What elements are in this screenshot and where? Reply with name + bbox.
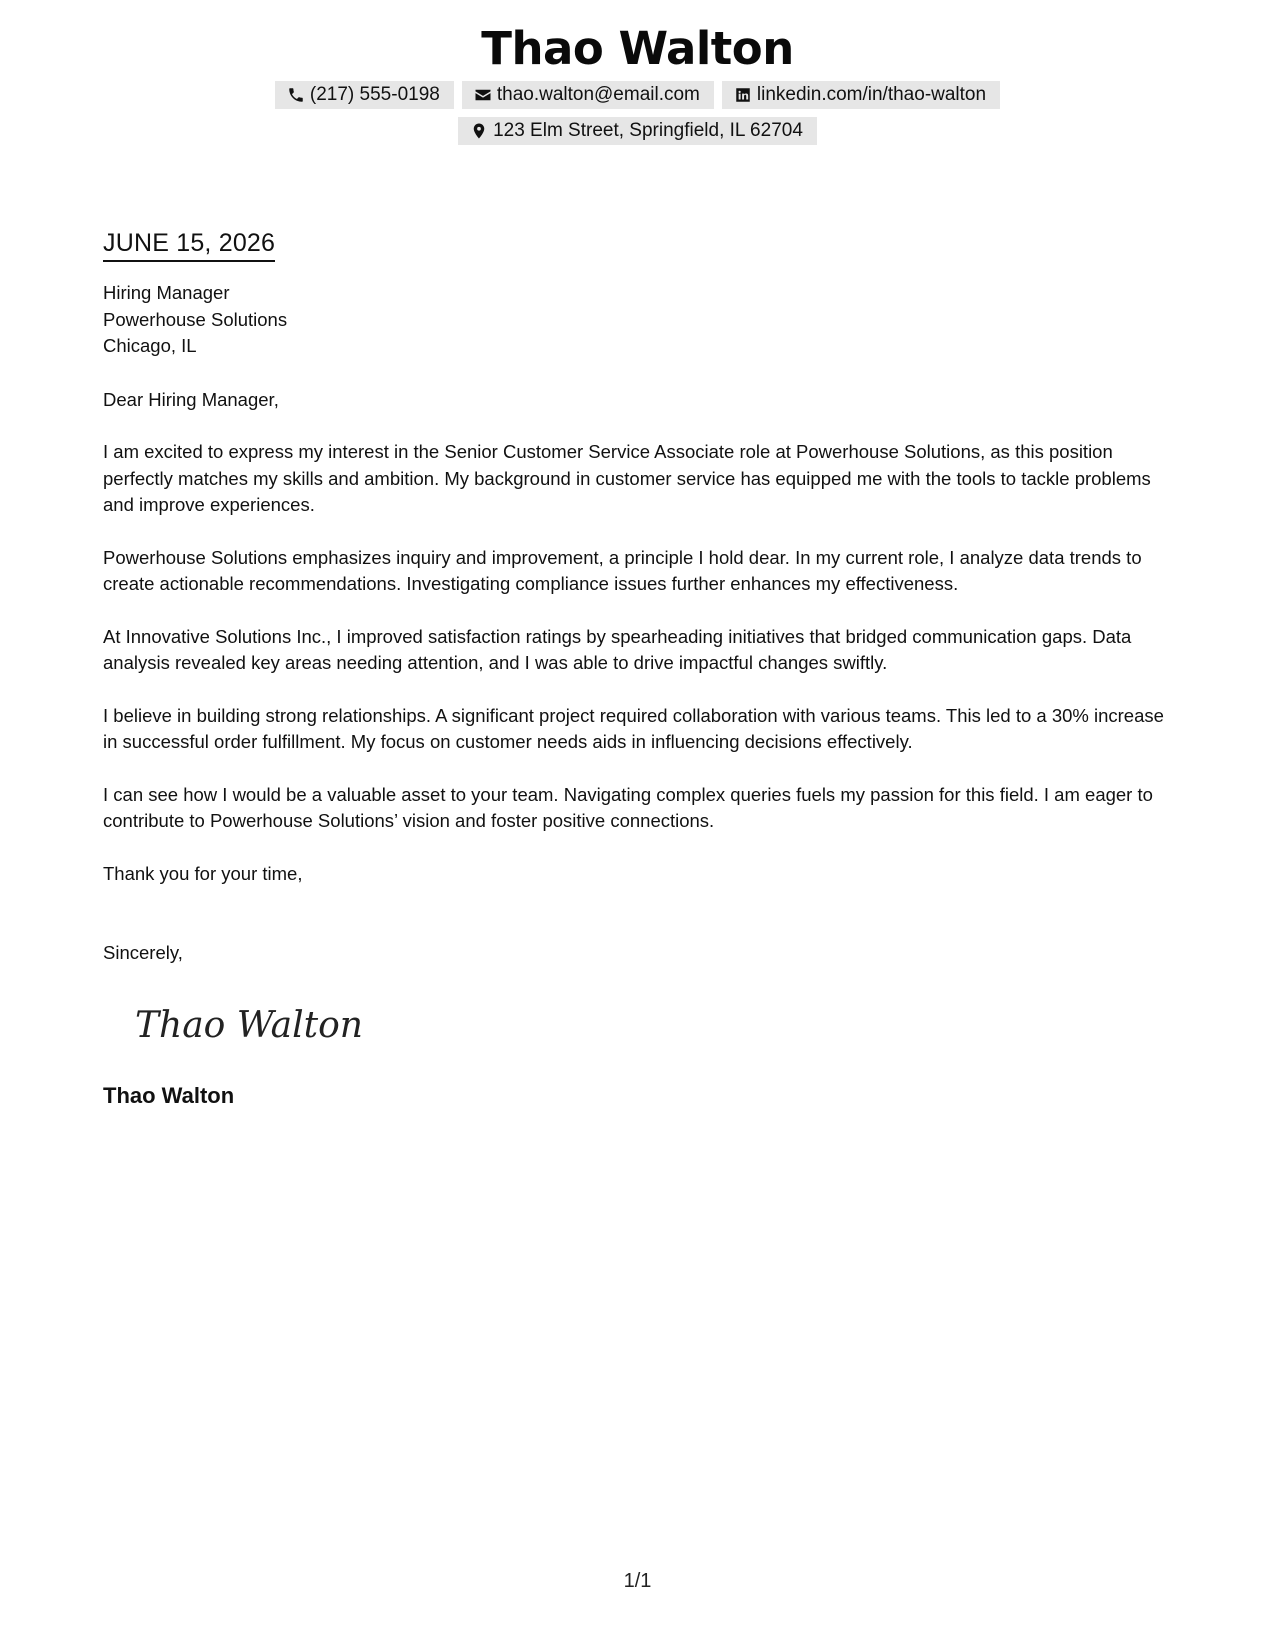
- header: [0, 20, 1275, 145]
- recipient-title: Hiring Manager: [103, 282, 230, 303]
- signer-name: Thao Walton: [103, 1083, 235, 1108]
- body-paragraph-1: I am excited to express my interest in the Senior Customer Service Associate role at Powerhouse Solutions, as this position perfectly matches my skills and ambition. My background in customer service has equipped me with the tools to tackle problems and improve experiences.: [103, 441, 1151, 515]
- body-paragraph-5: I can see how I would be a valuable asset to your team. Navigating complex queries fuels my passion for this field. I am eager to contribute to Powerhouse Solutions’ vision and foster positive connections.: [103, 783, 1153, 831]
- address-chip: [458, 117, 817, 145]
- page-number: 1/1: [623, 1570, 652, 1592]
- recipient-location: Chicago, IL: [103, 335, 197, 356]
- signature-text: Thao Walton: [135, 1004, 363, 1046]
- signoff: Sincerely,: [103, 942, 183, 963]
- email-text: thao.walton@email.com: [496, 84, 700, 105]
- linkedin-chip: [722, 81, 1000, 109]
- envelope-icon: [474, 86, 492, 104]
- recipient-block: [103, 280, 1173, 360]
- phone-icon: [287, 86, 305, 104]
- applicant-name: Thao Walton: [481, 22, 794, 75]
- linkedin-icon: [734, 86, 752, 104]
- recipient-company: Powerhouse Solutions: [103, 308, 288, 330]
- salutation: Dear Hiring Manager,: [103, 388, 279, 410]
- email-chip: [462, 81, 714, 109]
- contact-row: [0, 81, 1275, 109]
- phone-text: (217) 555-0198: [309, 84, 440, 105]
- handwritten-signature: [133, 995, 393, 1055]
- body-paragraph-2: Powerhouse Solutions emphasizes inquiry and improvement, a principle I hold dear. In my current role, I analyze data trends to create actionable recommendations. Investigating compliance issues further enhances my effectiveness.: [103, 546, 1142, 594]
- address-row: [0, 117, 1275, 145]
- letter-date: JUNE 15, 2026: [103, 226, 275, 262]
- phone-chip: [275, 81, 454, 109]
- closing-line: Thank you for your time,: [103, 862, 303, 884]
- body-paragraph-3: At Innovative Solutions Inc., I improved satisfaction ratings by spearheading initiatives that bridged communication gaps. Data analysis revealed key areas needing attention, and I was able to drive impactful changes swiftly.: [103, 625, 1132, 673]
- letter-body: [103, 226, 1173, 1110]
- address-text: 123 Elm Street, Springfield, IL 62704: [493, 120, 803, 141]
- linkedin-text: linkedin.com/in/thao-walton: [756, 84, 987, 105]
- map-pin-icon: [470, 122, 488, 140]
- body-paragraph-4: I believe in building strong relationships. A significant project required collaboration with various teams. This led to a 30% increase in successful order fulfillment. My focus on customer needs aids in influencing decisions effectively.: [103, 704, 1164, 752]
